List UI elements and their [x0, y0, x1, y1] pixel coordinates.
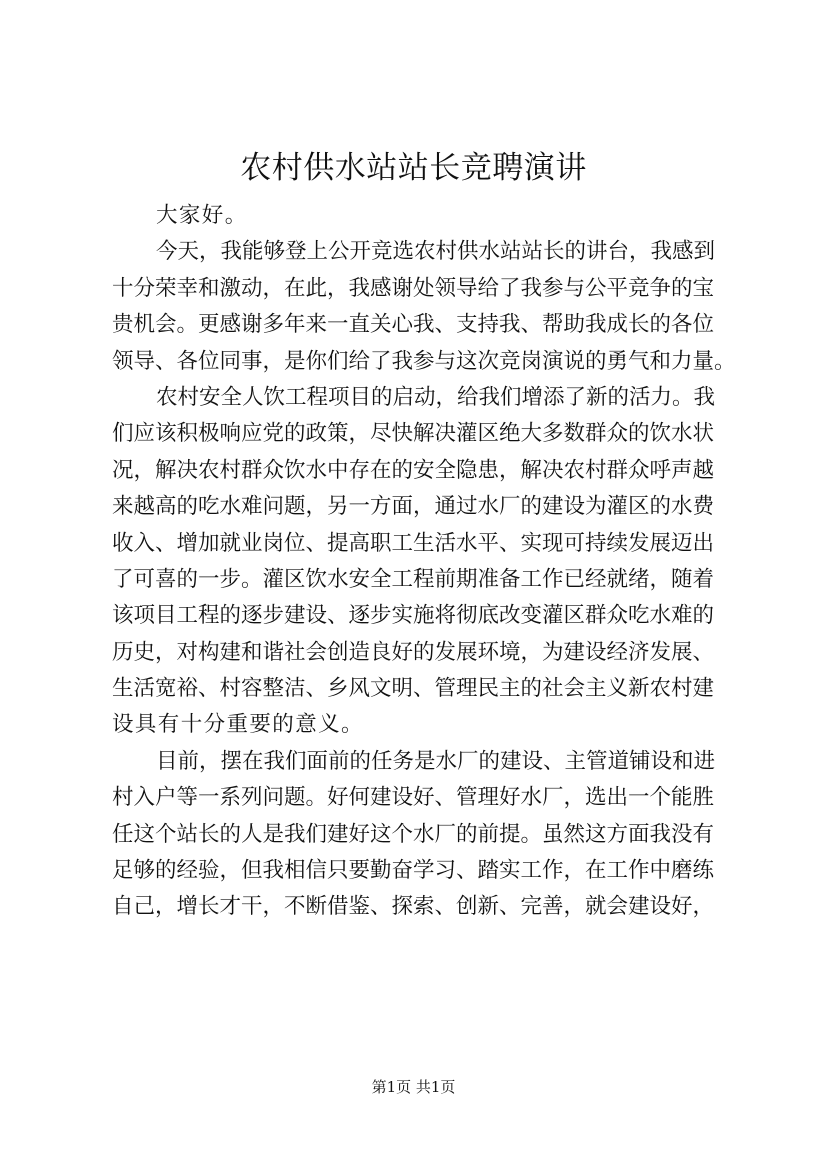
page-footer: 第1页 共1页 — [371, 1078, 456, 1096]
document-body — [112, 198, 736, 926]
text-line: 生活宽裕、村容整洁、乡风文明、管理民主的社会主义新农村建 — [112, 676, 715, 702]
text-line: 领导、各位同事，是你们给了我参与这次竞岗演说的勇气和力量。 — [112, 348, 736, 374]
text-line: 任这个站长的人是我们建好这个水厂的前提。虽然这方面我没有 — [112, 821, 715, 847]
text-line: 收入、增加就业岗位、提高职工生活水平、实现可持续发展迈出 — [112, 530, 715, 556]
text-line: 十分荣幸和激动，在此，我感谢处领导给了我参与公平竞争的宝 — [112, 275, 715, 301]
text-line: 自己，增长才干，不断借鉴、探索、创新、完善，就会建设好， — [112, 894, 715, 920]
text-line: 历史，对构建和谐社会创造良好的发展环境，为建设经济发展、 — [112, 639, 715, 665]
text-line: 该项目工程的逐步建设、逐步实施将彻底改变灌区群众吃水难的 — [112, 603, 715, 629]
document-title: 农村供水站站长竞聘演讲 — [240, 150, 587, 186]
text-line: 贵机会。更感谢多年来一直关心我、支持我、帮助我成长的各位 — [112, 312, 715, 338]
text-line: 村入户等一系列问题。好何建设好、管理好水厂，选出一个能胜 — [112, 785, 715, 811]
text-line: 们应该积极响应党的政策，尽快解决灌区绝大多数群众的饮水状 — [112, 421, 715, 447]
text-line: 大家好。 — [156, 203, 248, 228]
text-line: 目前，摆在我们面前的任务是水厂的建设、主管道铺设和进 — [156, 748, 716, 774]
text-line: 农村安全人饮工程项目的启动，给我们增添了新的活力。我 — [156, 384, 716, 410]
text-line: 况，解决农村群众饮水中存在的安全隐患，解决农村群众呼声越 — [112, 457, 715, 483]
text-line: 设具有十分重要的意义。 — [112, 712, 364, 738]
text-line: 了可喜的一步。灌区饮水安全工程前期准备工作已经就绪，随着 — [112, 566, 715, 592]
text-line: 今天，我能够登上公开竞选农村供水站站长的讲台，我感到 — [156, 239, 716, 265]
text-line: 足够的经验，但我相信只要勤奋学习、踏实工作，在工作中磨练 — [112, 858, 715, 884]
text-line: 来越高的吃水难问题，另一方面，通过水厂的建设为灌区的水费 — [112, 494, 715, 520]
